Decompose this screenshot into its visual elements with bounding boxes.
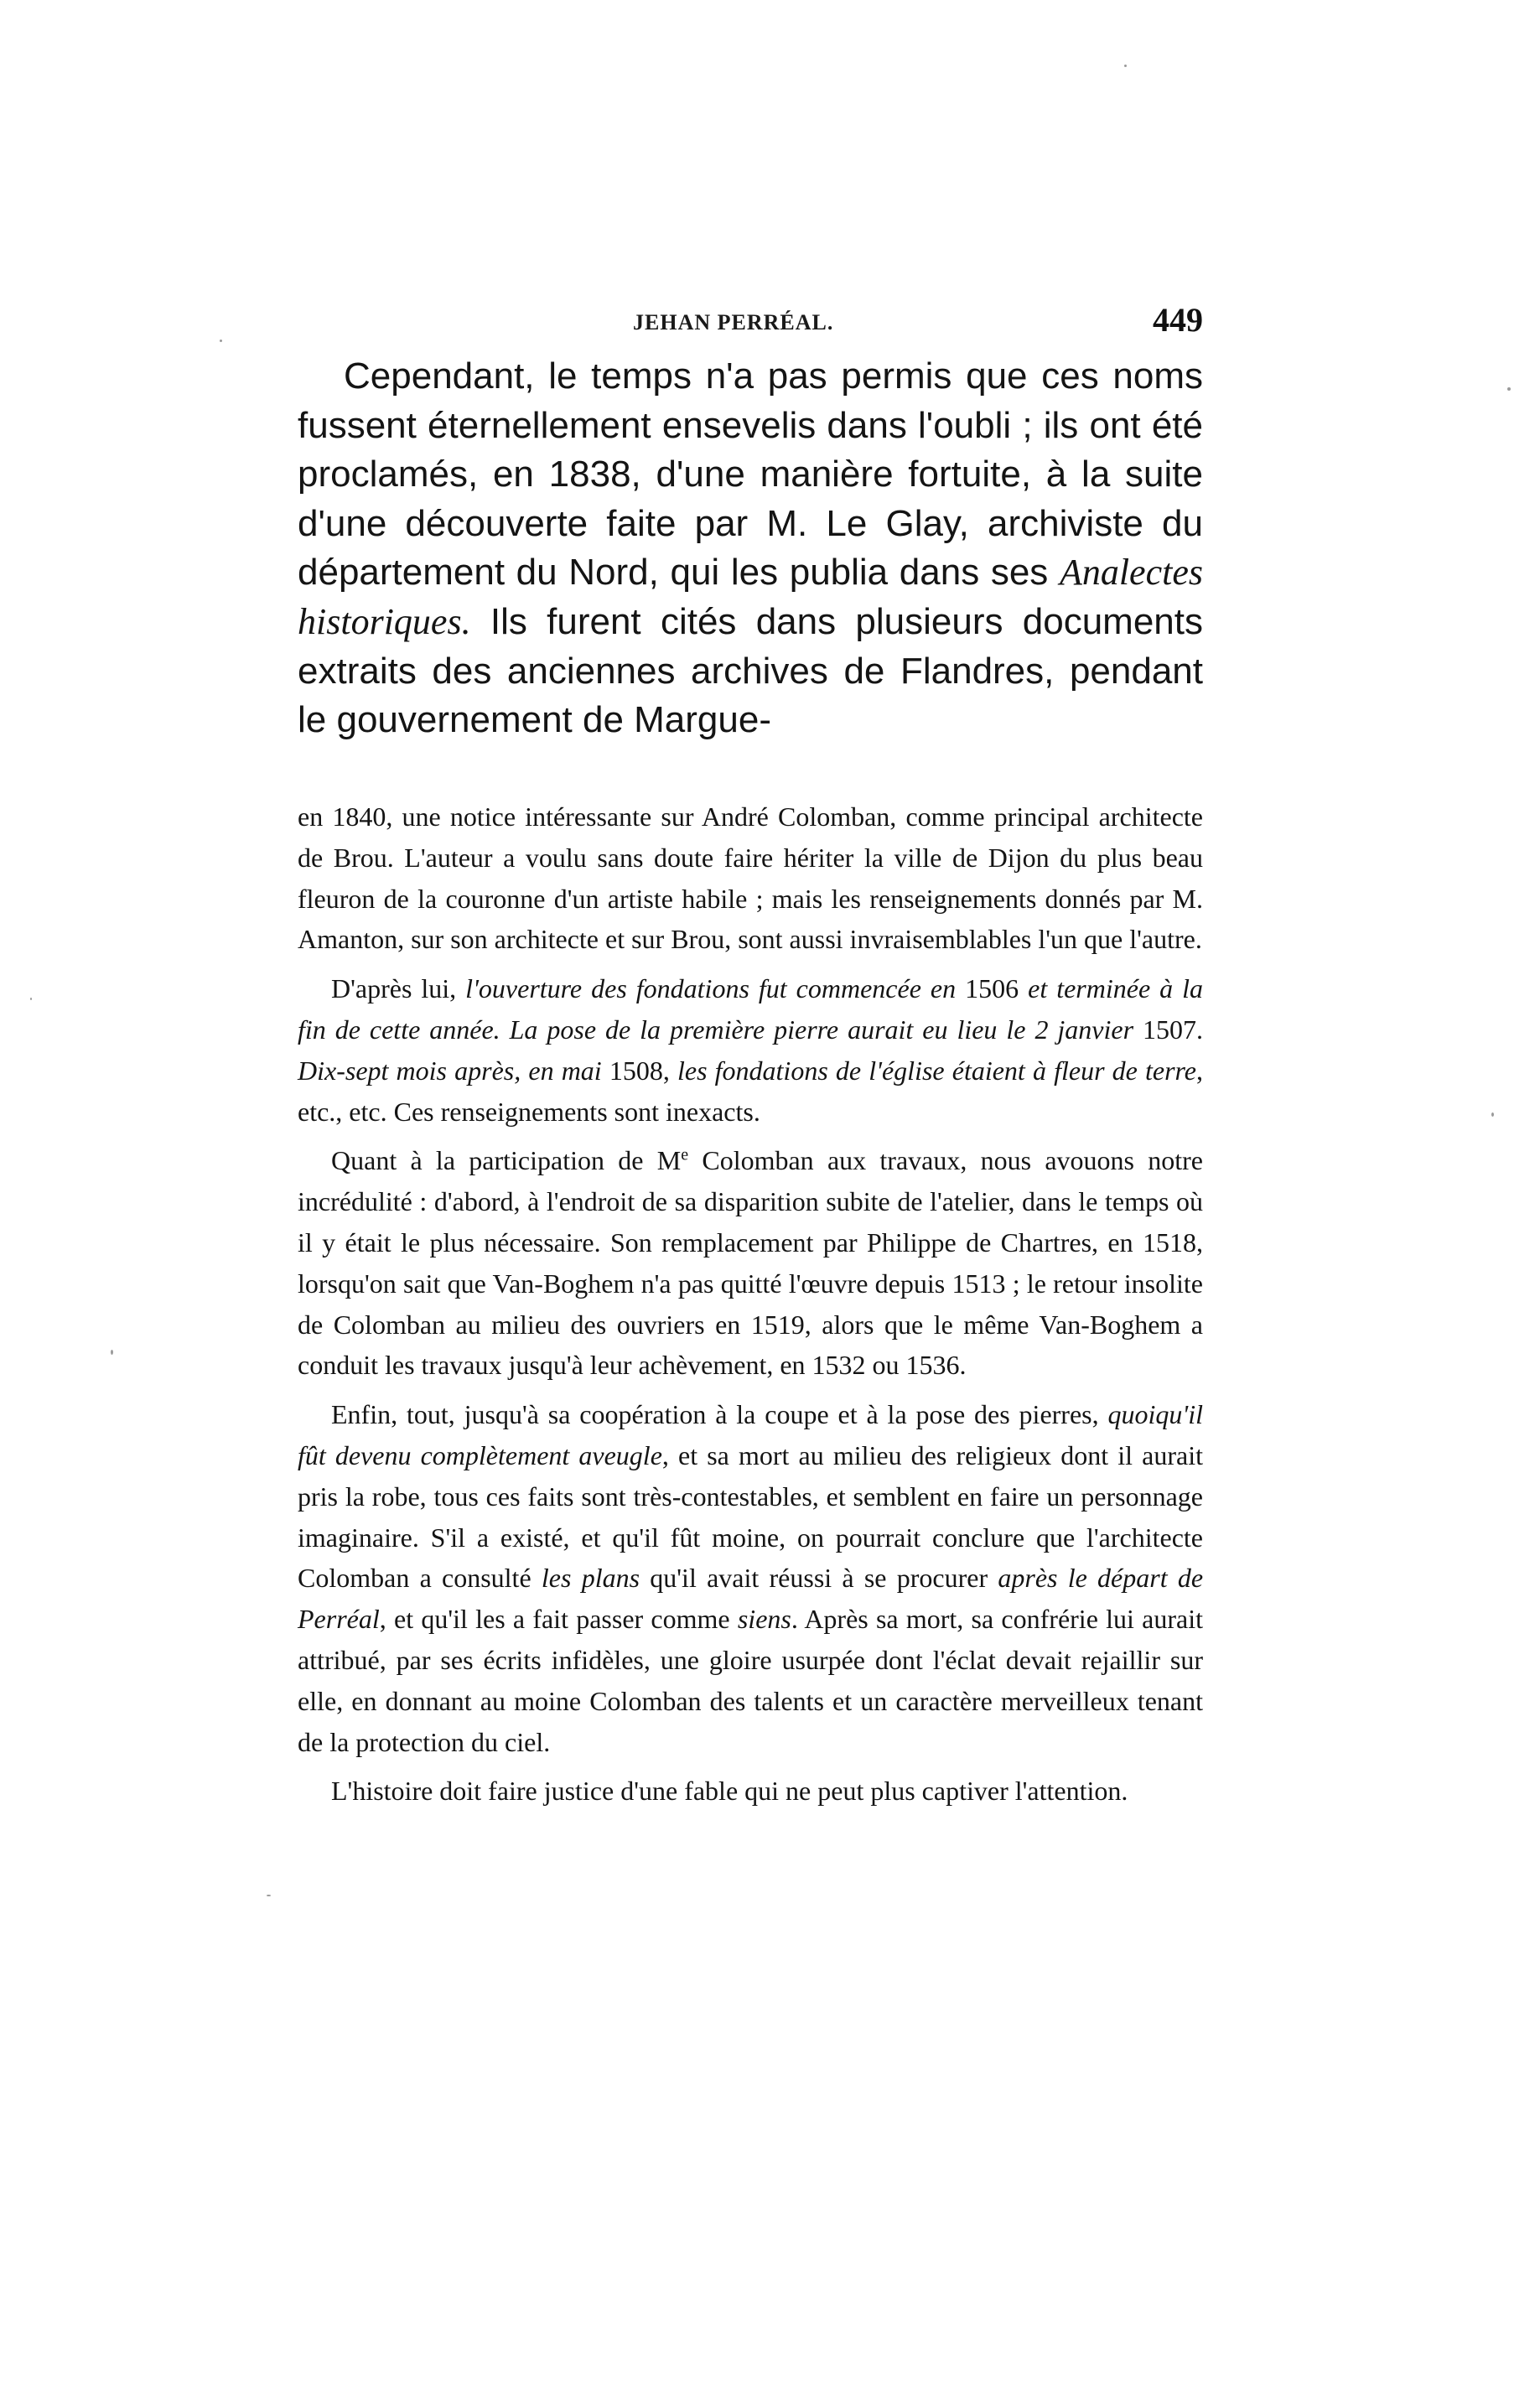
page-number: 449 — [1153, 301, 1203, 339]
text-span: Ils furent cités dans plusieurs documents extraits des anciennes archives de Flandres, pendant le gouvernement de Margue- — [298, 600, 1203, 741]
text-span: Quant à la participation de M — [331, 1145, 682, 1176]
italic-span: et terminée à la fin de cette année. La pose de la première pierre aurait eu lieu le 2 janvier — [298, 973, 1204, 1045]
paragraph-5: L'histoire doit faire justice d'une fable qui ne peut plus captiver l'attention. — [331, 1776, 1128, 1807]
upper-paragraph — [298, 352, 1203, 745]
italic-span: les fondations de l'église étaient à fleur de terre — [677, 1055, 1197, 1086]
italic-span: quoiqu'il fût devenu complètement aveugle — [298, 1399, 1203, 1470]
italic-title: Analectes historiques. — [298, 552, 1203, 642]
italic-span: Dix-sept mois après, en mai — [298, 1055, 602, 1086]
text-span: Enfin, tout, jusqu'à sa coopération à la coupe et à la pose des pierres, — [331, 1399, 1108, 1430]
text-span: Cependant, le temps n'a pas permis que ces noms fussent éternellement ensevelis dans l'oubli ; ils ont été proclamés, en 1838, d'une manière fortuite, à la suite d'une découverte faite par M. Le Glay, archiviste du département du Nord, qui les publia dans ses — [298, 355, 1203, 594]
text-span: 1507. — [1133, 1014, 1204, 1045]
text-span: Colomban aux travaux, nous avouons notre incrédulité : d'abord, à l'endroit de sa disparition subite de l'atelier, dans le temps où il y était le plus nécessaire. Son remplacement par Philippe de Chartres, en 1518, lorsqu'on sait que Van-Boghem n'a pas quitté l'œuvre depuis 1513 ; le retour insolite de Colomban au milieu des ouvriers en 1519, alors que le même Van-Boghem a conduit les travaux jusqu'à leur achèvement, en 1532 ou 1536. — [298, 1145, 1204, 1381]
scan-speck — [111, 1350, 113, 1355]
scan-speck — [220, 340, 222, 342]
lower-text-block — [298, 796, 1203, 1820]
superscript: e — [681, 1145, 689, 1164]
text-span: qu'il avait réussi à se procurer — [640, 1563, 998, 1594]
italic-span: l'ouverture des fondations fut commencée en — [465, 973, 957, 1004]
scan-speck — [1124, 65, 1127, 67]
text-span: , et sa mort au milieu des religieux dont il aurait pris la robe, tous ces faits sont très-contestables, et semblent en faire un personnage imaginaire. S'il a existé, et qu'il fût moine, on pourrait conclure que l'architecte Colomban a consulté — [298, 1439, 1204, 1594]
scan-speck — [30, 998, 32, 1000]
paragraph-3 — [298, 1140, 1203, 1386]
scan-speck — [267, 1895, 271, 1896]
text-span: . Après sa mort, sa confrérie lui aurait attribué, par ses écrits infidèles, une gloire usurpée dont l'éclat devait rejaillir sur elle, en donnant au moine Colomban des talents et un caractère merveilleux tenant de la protection du ciel. — [298, 1604, 1204, 1757]
text-span: 1506 — [956, 973, 1029, 1004]
paragraph-4 — [298, 1394, 1203, 1762]
upper-text-block — [298, 352, 1203, 745]
text-span: , et qu'il les a fait passer comme — [379, 1604, 738, 1635]
italic-span: après le départ de Perréal — [298, 1563, 1204, 1635]
page-header — [298, 303, 1203, 345]
scan-speck — [1507, 387, 1511, 391]
text-span: 1508, — [601, 1055, 677, 1086]
paragraph-1: en 1840, une notice intéressante sur André Colomban, comme principal architecte de Brou. L'auteur a voulu sans doute faire hériter la ville de Dijon du plus beau fleuron de la couronne d'un artiste habile ; mais les renseignements donnés par M. Amanton, sur son architecte et sur Brou, sont aussi invraisemblables l'un que l'autre. — [298, 801, 1203, 955]
paragraph-2 — [298, 968, 1203, 1132]
running-title: JEHAN PERRÉAL. — [633, 310, 834, 334]
text-span: D'après lui, — [331, 973, 466, 1004]
italic-span: siens — [737, 1604, 791, 1635]
text-span: , etc., etc. Ces renseignements sont inexacts. — [298, 1055, 1204, 1127]
scan-speck — [1491, 1112, 1494, 1117]
italic-span: les plans — [541, 1563, 640, 1594]
